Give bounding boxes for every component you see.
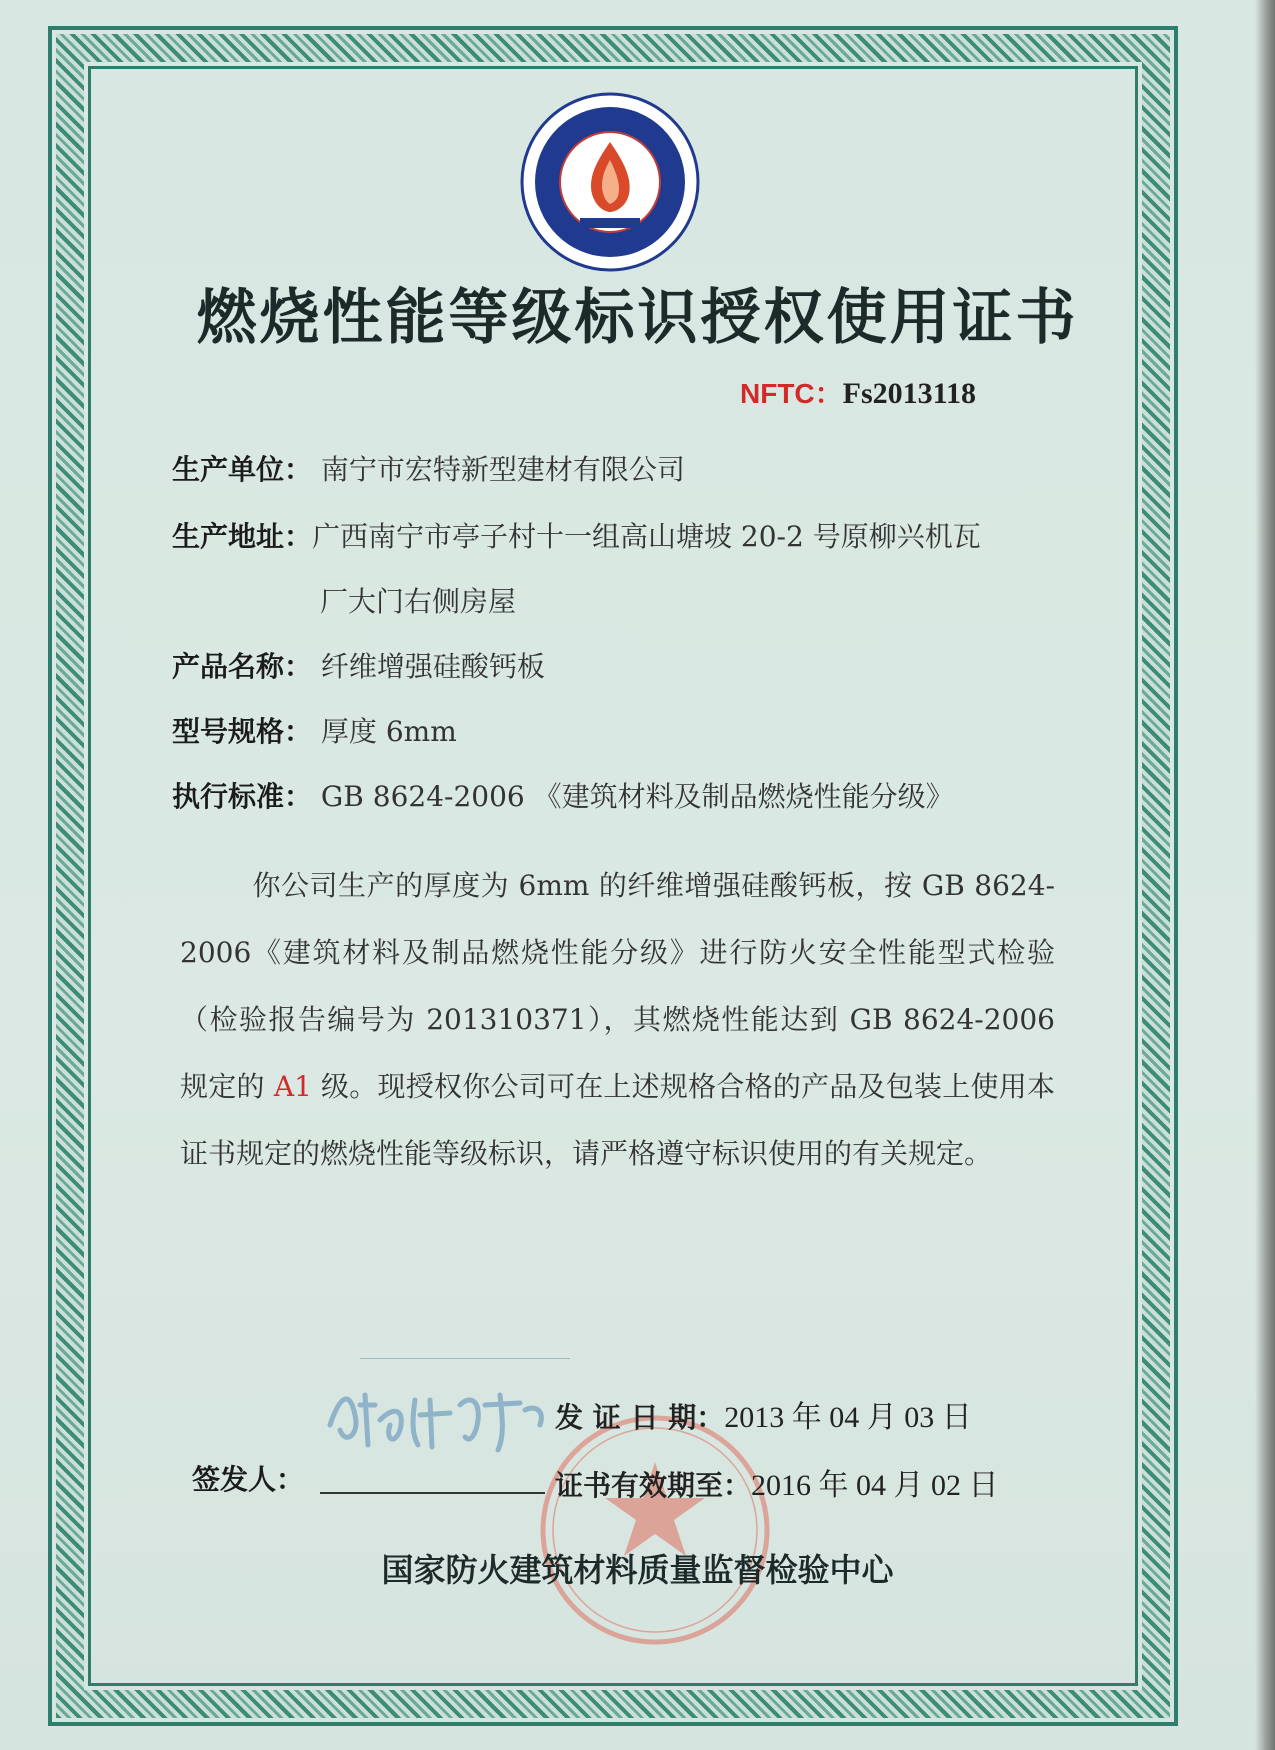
field-model xyxy=(172,710,457,750)
product-label: 产品名称： xyxy=(172,650,313,683)
official-seal-stamp xyxy=(535,1410,775,1650)
issue-date-row xyxy=(555,1392,972,1436)
address-label: 生产地址： xyxy=(172,520,313,553)
certificate-number-label: NFTC： xyxy=(740,378,843,409)
issue-date-label: 发 证 日 期： xyxy=(555,1401,725,1434)
handwritten-signature xyxy=(320,1375,560,1460)
field-product xyxy=(172,645,545,685)
valid-until-value: 2016 年 04 月 02 日 xyxy=(751,1469,999,1502)
product-value: 纤维增强硅酸钙板 xyxy=(320,650,545,683)
model-label: 型号规格： xyxy=(172,715,313,748)
scan-edge-shadow xyxy=(1255,0,1275,1750)
nftc-logo-icon xyxy=(518,90,703,275)
model-value: 厚度 6mm xyxy=(320,715,457,748)
issue-date-value: 2013 年 04 月 03 日 xyxy=(724,1401,972,1434)
field-producer xyxy=(172,448,685,488)
certificate-number-value: Fs2013118 xyxy=(842,377,977,410)
address-continuation: 厂大门右侧房屋 xyxy=(320,585,517,618)
signature-underline xyxy=(320,1492,545,1494)
field-address xyxy=(172,515,981,555)
certificate-number xyxy=(740,372,976,412)
field-standard xyxy=(172,775,954,815)
valid-until-label: 证书有效期至： xyxy=(555,1469,752,1502)
standard-value: GB 8624-2006 《建筑材料及制品燃烧性能分级》 xyxy=(320,780,954,813)
authorization-paragraph xyxy=(180,852,1055,1187)
signer-label: 签发人： xyxy=(192,1463,305,1496)
producer-label: 生产单位： xyxy=(172,453,313,486)
body-text-before: 你公司生产的厚度为 6mm 的纤维增强硅酸钙板，按 GB 8624-2006《建筑材料及制品燃烧性能分级》进行防火安全性能型式检验（检验报告编号为 201310371），其燃烧性能达到 GB 8624-2006 规定的 xyxy=(180,869,1055,1103)
producer-value: 南宁市宏特新型建材有限公司 xyxy=(320,453,685,486)
valid-until-row xyxy=(555,1460,999,1504)
body-text-after: 级。现授权你公司可在上述规格合格的产品及包装上使用本证书规定的燃烧性能等级标识，请严格遵守标识使用的有关规定。 xyxy=(180,1070,1055,1170)
signature-top-rule xyxy=(360,1358,570,1359)
issuing-organization: 国家防火建筑材料质量监督检验中心 xyxy=(381,1551,894,1589)
grade-highlight: A1 xyxy=(273,1070,312,1103)
certificate-title: 燃烧性能等级标识授权使用证书 xyxy=(196,283,1079,353)
address-value: 广西南宁市亭子村十一组高山塘坡 20-2 号原柳兴机瓦 xyxy=(312,520,981,553)
standard-label: 执行标准： xyxy=(172,780,313,813)
